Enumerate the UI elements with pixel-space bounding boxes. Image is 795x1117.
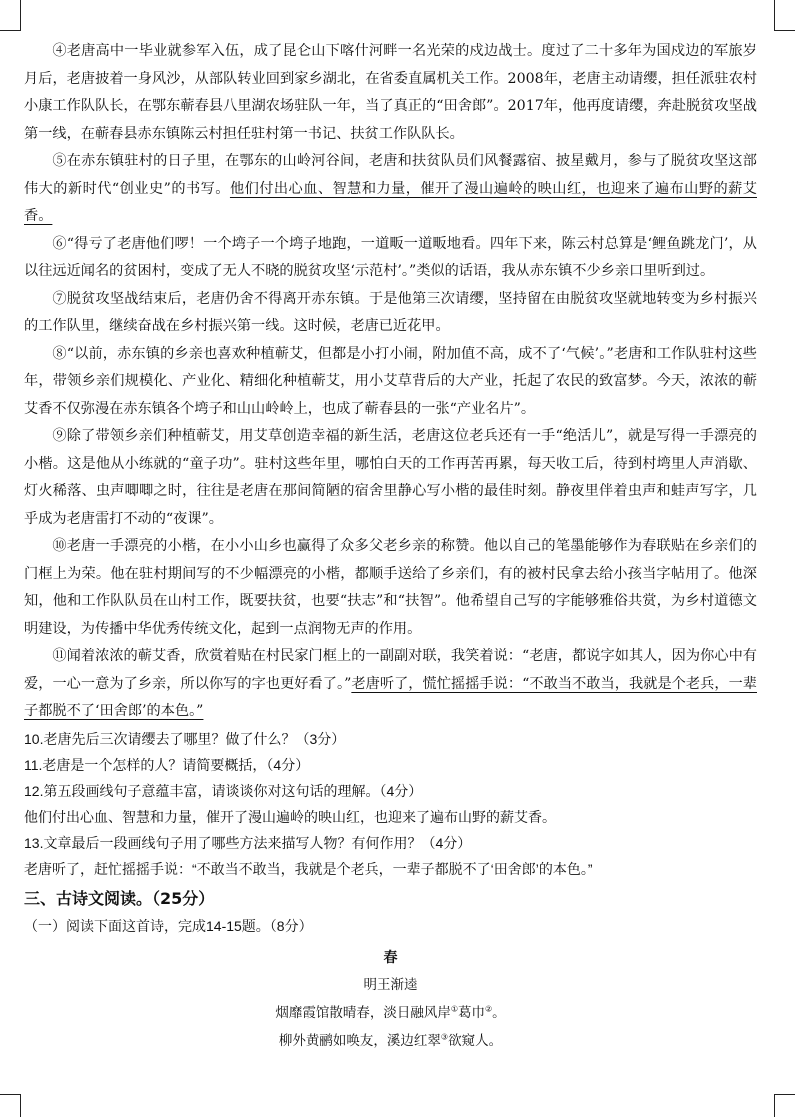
section-subheading: （一）阅读下面这首诗，完成14-15题。（8分） xyxy=(24,917,313,934)
paragraph-8: ⑧“以前，赤东镇的乡亲也喜欢种植蕲艾，但都是小打小闹，附加值不高，成不了‘气候’。”老唐和工作队驻村这些年，带领乡亲们规模化、产业化、精细化种植蕲艾，用小艾草背后的大产业，托起了农民的致富梦。今天，浓浓的蕲艾香不仅弥漫在赤东镇各个塆子和山山岭岭上，也成了蕲春县的一张“产业名片”。 xyxy=(24,345,757,417)
question-12-quote: 他们付出心血、智慧和力量，催开了漫山遍岭的映山红，也迎来了遍布山野的薪艾香。 xyxy=(24,808,556,825)
paragraph-11: ⑪闻着浓浓的蕲艾香，欣赏着贴在村民家门框上的一副副对联，我笑着说：“老唐，都说字如其人，因为你心中有爱，一心一意为了乡亲，所以你写的字也更好看了。”老唐听了，慌忙摇摇手说：“不敢当不敢当，我就是个老兵，一辈子都脱不了‘田舍郎’的本色。” xyxy=(24,648,757,719)
poem-line-2: 柳外黄鹂如唤友，溪边红翠③欲窥人。 xyxy=(278,1032,503,1049)
question-13-quote: 老唐听了，赶忙摇摇手说：“不敢当不敢当，我就是个老兵，一辈子都脱不了‘田舍郎’的本色。” xyxy=(24,860,593,877)
poem-title: 春 xyxy=(383,949,398,966)
footnote-marker: ③ xyxy=(440,1032,449,1041)
footnote-marker: ① xyxy=(450,1004,458,1013)
underlined-sentence-5: 他们付出心血、智慧和力量，催开了漫山遍岭的映山红，也迎来了遍布山野的薪艾香。 xyxy=(24,180,757,224)
underlined-sentence-11: 老唐听了，慌忙摇摇手说：“不敢当不敢当，我就是个老兵，一辈子都脱不了‘田舍郎’的本色。” xyxy=(24,675,757,719)
crop-mark-top-left xyxy=(0,0,21,31)
crop-mark-bottom-left xyxy=(0,1094,21,1117)
paragraph-5: ⑤在赤东镇驻村的日子里，在鄂东的山岭河谷间，老唐和扶贫队员们风餐露宿、披星戴月，参与了脱贫攻坚这部伟大的新时代“创业史”的书写。他们付出心血、智慧和力量，催开了漫山遍岭的映山红，也迎来了遍布山野的薪艾香。 xyxy=(24,153,757,224)
question-10: 10.老唐先后三次请缨去了哪里？做了什么？（3分） xyxy=(24,730,346,747)
paragraph-6: ⑥“得亏了老唐他们啰！一个塆子一个塆子地跑，一道畈一道畈地看。四年下来，陈云村总算是‘鲤鱼跳龙门’，从以往远近闻名的贫困村，变成了无人不晓的脱贫攻坚‘示范村’。”类似的话语，我从赤东镇不少乡亲口里听到过。 xyxy=(24,235,757,279)
poem-line-1: 烟靡霞馆散晴春，淡日融风岸①葛巾②。 xyxy=(275,1004,506,1021)
section-heading: 三、古诗文阅读。（25分） xyxy=(24,888,215,908)
crop-mark-bottom-right xyxy=(774,1094,795,1117)
exam-page-content xyxy=(24,38,757,1055)
crop-mark-top-right xyxy=(774,0,795,31)
paragraph-9: ⑨除了带领乡亲们种植蕲艾，用艾草创造幸福的新生活，老唐这位老兵还有一手“绝活儿”，就是写得一手漂亮的小楷。这是他从小练就的“童子功”。驻村这些年里，哪怕白天的工作再苦再累，每天收工后，待到村塆里人声消歇、灯火稀落、虫声唧唧之时，往往是老唐在那间简陋的宿舍里静心写小楷的最佳时刻。静夜里伴着虫声和蛙声写字，几乎成为老唐雷打不动的“夜课”。 xyxy=(24,428,757,527)
question-11: 11.老唐是一个怎样的人？请简要概括，（4分） xyxy=(24,756,310,773)
question-13: 13.文章最后一段画线句子用了哪些方法来描写人物？有何作用？（4分） xyxy=(24,834,472,851)
question-12: 12.第五段画线句子意蕴丰富，请谈谈你对这句话的理解。（4分） xyxy=(24,782,423,799)
paragraph-4: ④老唐高中一毕业就参军入伍，成了昆仑山下喀什河畔一名光荣的戍边战士。度过了二十多年为国戍边的军旅岁月后，老唐披着一身风沙，从部队转业回到家乡湖北，在省委直属机关工作。2008年，老唐主动请缨，担任派驻农村小康工作队队长，在鄂东蕲春县八里湖农场驻队一年，当了真正的“田舍郎”。2017年，他再度请缨，奔赴脱贫攻坚战第一线，在蕲春县赤东镇陈云村担任驻村第一书记、扶贫工作队队长。 xyxy=(24,43,757,142)
poem-author: 明王渐逵 xyxy=(363,976,418,993)
paragraph-10: ⑩老唐一手漂亮的小楷，在小小山乡也赢得了众多父老乡亲的称赞。他以自己的笔墨能够作为春联贴在乡亲们的门框上为荣。他在驻村期间写的不少幅漂亮的小楷，都顺手送给了乡亲们，有的被村民拿去给小孩当字帖用了。他深知，他和工作队队员在山村工作，既要扶贫，也要“扶志”和“扶智”。他希望自己写的字能够雅俗共赏，为乡村道德文明建设，为传播中华优秀传统文化，起到一点润物无声的作用。 xyxy=(24,538,757,637)
paragraph-7: ⑦脱贫攻坚战结束后，老唐仍舍不得离开赤东镇。于是他第三次请缨，坚持留在由脱贫攻坚就地转变为乡村振兴的工作队里，继续奋战在乡村振兴第一线。这时候，老唐已近花甲。 xyxy=(24,290,757,334)
footnote-marker: ② xyxy=(485,1004,493,1013)
